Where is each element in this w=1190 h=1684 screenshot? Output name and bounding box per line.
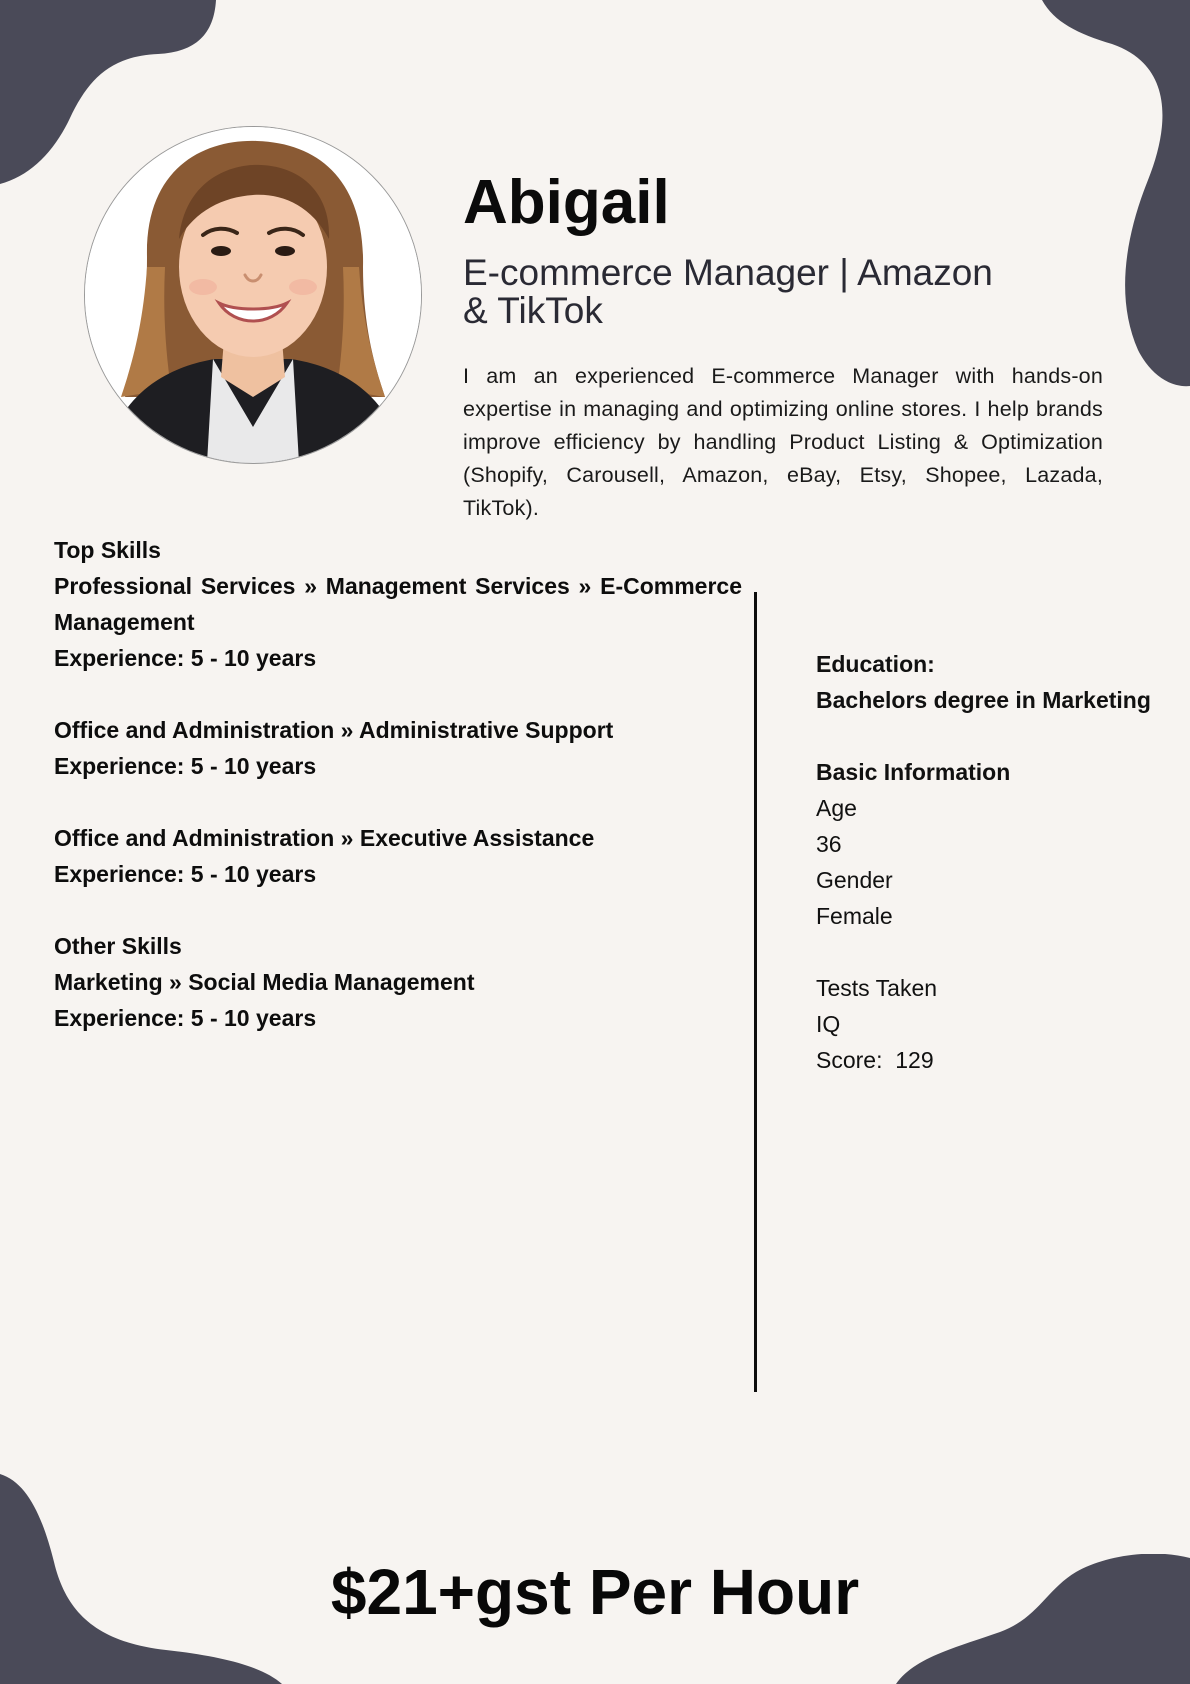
gender-label: Gender [816, 867, 893, 893]
skill-experience: Experience: 5 - 10 years [54, 645, 317, 671]
spacer [54, 676, 742, 712]
skill-experience: Experience: 5 - 10 years [54, 753, 317, 779]
skill-name: Professional Services » Management Services » E-Commerce Management [54, 573, 742, 635]
education-value: Bachelors degree in Marketing [816, 687, 1151, 713]
job-title: E-commerce Manager | Amazon & TikTok [463, 252, 993, 331]
spacer [54, 784, 742, 820]
skill-name: Marketing » Social Media Management [54, 969, 475, 995]
skill-name: Office and Administration » Executive Assistance [54, 825, 595, 851]
skills-section [54, 532, 742, 1036]
hourly-rate: $21+gst Per Hour [330, 1556, 860, 1628]
age-value: 36 [816, 831, 842, 857]
top-skills-heading: Top Skills [54, 537, 161, 563]
bio-paragraph: I am an experienced E-commerce Manager with hands-on expertise in managing and optimizing online stores. I help brands improve efficiency by handling Product Listing & Optimization (Shopify, Carousell, Amazon, eBay, Etsy, Shopee, Lazada, TikTok). [463, 364, 1103, 520]
age-label: Age [816, 795, 857, 821]
profile-photo [84, 126, 422, 464]
candidate-name: Abigail [463, 168, 670, 237]
portrait-illustration [85, 127, 421, 463]
spacer [816, 934, 1156, 970]
spacer [816, 718, 1156, 754]
test-name: IQ [816, 1011, 841, 1037]
skill-name: Office and Administration » Administrative Support [54, 717, 614, 743]
test-score: Score: 129 [816, 1047, 934, 1073]
info-section [816, 646, 1156, 1078]
education-heading: Education: [816, 651, 935, 677]
basic-info-heading: Basic Information [816, 759, 1011, 785]
gender-value: Female [816, 903, 893, 929]
skill-experience: Experience: 5 - 10 years [54, 1005, 317, 1031]
skill-experience: Experience: 5 - 10 years [54, 861, 317, 887]
tests-heading: Tests Taken [816, 975, 938, 1001]
column-divider [754, 592, 757, 1392]
spacer [54, 892, 742, 928]
corner-blob-top-right [1020, 0, 1190, 390]
other-skills-heading: Other Skills [54, 933, 182, 959]
